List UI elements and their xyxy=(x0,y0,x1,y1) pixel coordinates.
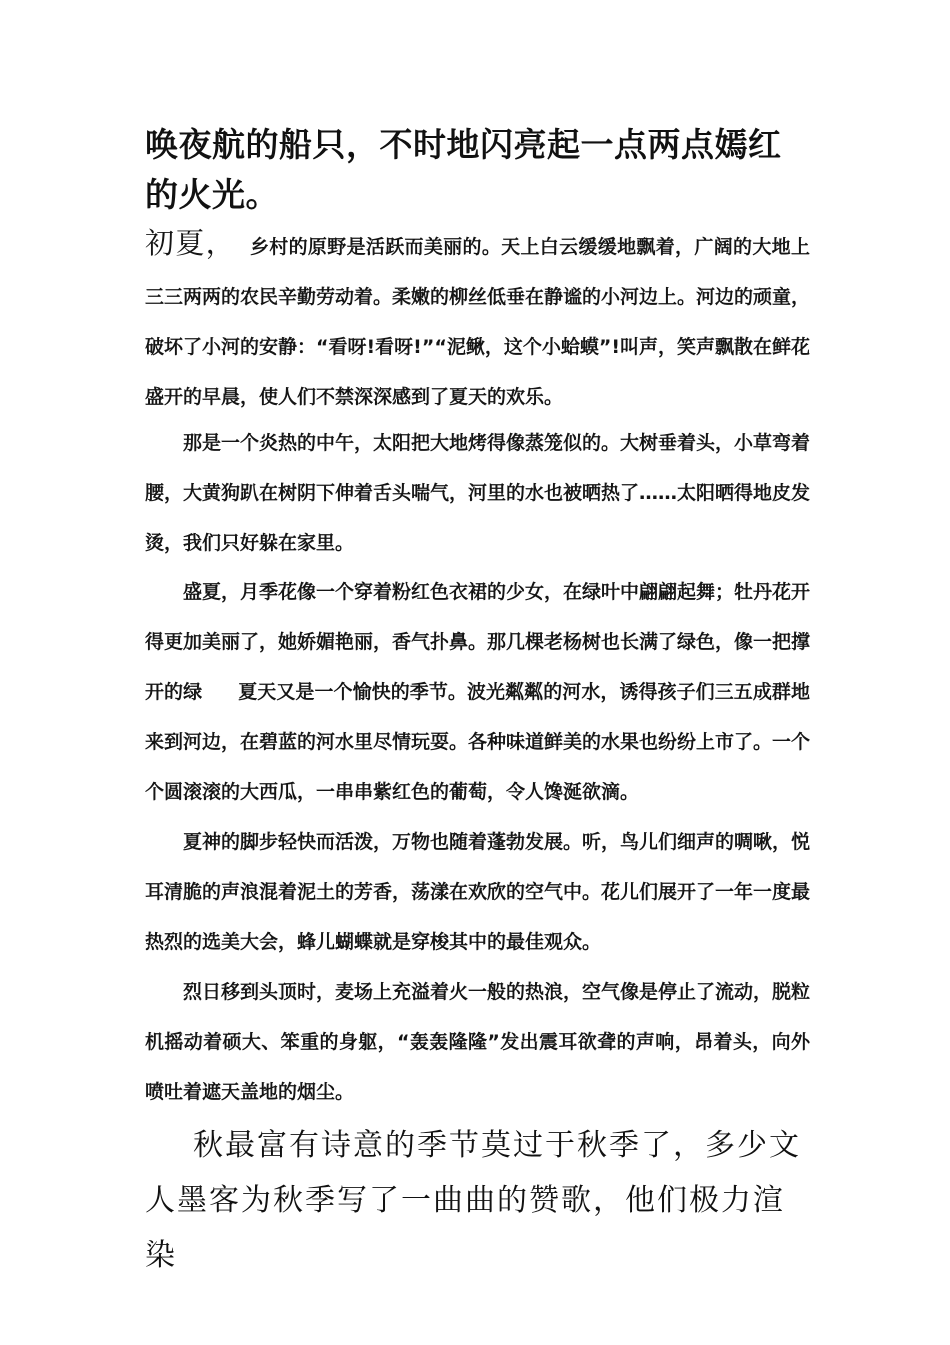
paragraph-midsummer xyxy=(145,567,810,817)
paragraph-early-summer-text: 乡村的原野是活跃而美丽的。天上白云缓缓地飘着，广阔的大地上三三两两的农民辛勤劳动着。柔嫩的柳丝低垂在静谧的小河边上。河边的顽童，破坏了小河的安静：“看呀!看呀!”“泥鳅，这个小蛤蟆”!叫声，笑声飘散在鲜花盛开的早晨，使人们不禁深深感到了夏天的欢乐。 xyxy=(145,236,811,408)
paragraph-lead-word: 初夏， xyxy=(145,226,236,260)
paragraph-summer-god: 夏神的脚步轻快而活泼，万物也随着蓬勃发展。听，鸟儿们细声的啁啾，悦耳清脆的声浪混着泥土的芳香，荡漾在欢欣的空气中。花儿们展开了一年一度最热烈的选美大会，蜂儿蝴蝶就是穿梭其中的最佳观众。 xyxy=(145,831,811,953)
paragraph-noon-sun: 烈日移到头顶时，麦场上充溢着火一般的热浪，空气像是停止了流动，脱粒机摇动着硕大、笨重的身躯，“轰轰隆隆”发出震耳欲聋的声响，昂着头，向外喷吐着遮天盖地的烟尘。 xyxy=(145,981,811,1103)
heading-fragment: 唤夜航的船只，不时地闪亮起一点两点嫣红的火光。 xyxy=(145,125,782,214)
paragraph-early-summer xyxy=(145,218,810,422)
paragraph-midsummer-part2: 夏天又是一个愉快的季节。波光粼粼的河水，诱得孩子们三五成群地来到河边，在碧蓝的河水里尽情玩耍。各种味道鲜美的水果也纷纷上市了。一个个圆滚滚的大西瓜，一串串紫红色的葡萄，令人馋涎欲滴。 xyxy=(145,681,811,803)
paragraph-midsummer-part1: 盛夏，月季花像一个穿着粉红色衣裙的少女，在绿叶中翩翩起舞；牡丹花开得更加美丽了，她娇媚艳丽，香气扑鼻。那几棵老杨树也长满了绿色，像一把撑开的绿 xyxy=(145,581,811,703)
paragraph-hot-noon: 那是一个炎热的中午，太阳把大地烤得像蒸笼似的。大树垂着头，小草弯着腰，大黄狗趴在树阴下伸着舌头喘气，河里的水也被晒热了……太阳晒得地皮发烫，我们只好躲在家里。 xyxy=(145,432,811,554)
paragraph-autumn: 秋最富有诗意的季节莫过于秋季了，多少文人墨客为秋季写了一曲曲的赞歌，他们极力渲染 xyxy=(145,1128,801,1273)
